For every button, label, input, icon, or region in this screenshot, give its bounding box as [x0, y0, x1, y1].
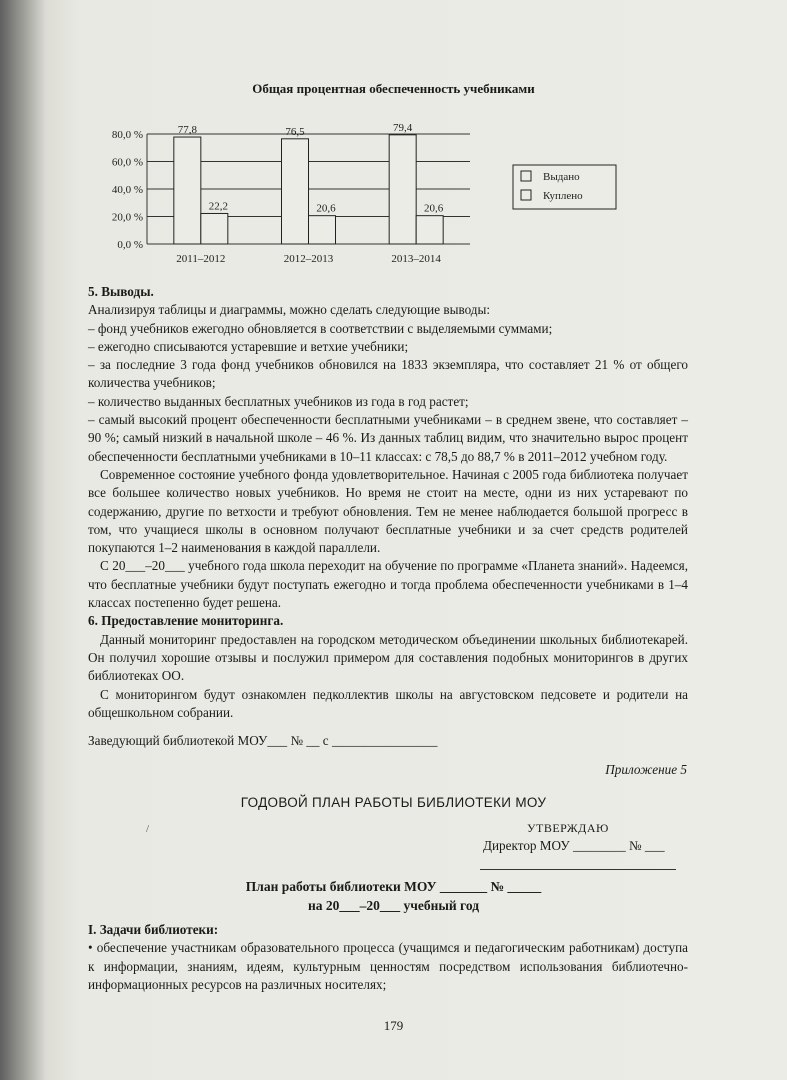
section5-line-7: Современное состояние учебного фонда удовлетворительное. Начиная с 2005 года библиотека получает все большее количество новых учебников. Но время не стоит на месте, одни из них устаревают по содержанию, другие по ветхости и требуют обновления. Тем не менее наблюдается большой прогресс в том, что учащиеся школы в основном получают бесплатные учебники и за счет средств родителей покупаются 1–2 наименования в каждой параллели.: [88, 466, 688, 556]
plan-subheading: на 20___–20___ учебный год: [307, 898, 480, 913]
data-label: 20,6: [316, 202, 336, 215]
section5-line-6: – самый высокий процент обеспеченности бесплатными учебниками – в среднем звене, что составляет – 90 %; самый низкий в начальной школе – 46 %. Из данных таблиц видим, что значительно вырос процент обеспеченности бесплатными учебниками в 10–11 классах: с 78,5 до 88,7 % в 2011–2012 учебном году.: [88, 412, 688, 464]
data-label: 20,6: [424, 202, 444, 215]
signature-underline: [480, 869, 676, 870]
conclusions-section: [88, 283, 688, 750]
section5-line-2: – фонд учебников ежегодно обновляется в соответствии с выделяемыми суммами;: [88, 320, 553, 336]
bar-bought: [416, 216, 443, 244]
bar-chart: [0, 0, 787, 280]
x-tick-label: 2013–2014: [391, 253, 441, 265]
data-label: 77,8: [177, 124, 197, 137]
appendix-label: Приложение 5: [605, 762, 687, 777]
section5-line-4: – за последние 3 года фонд учебников обновился на 1833 экземпляра, что составляет 21 % от общего количества учебников;: [88, 357, 688, 391]
bar-issued: [282, 139, 309, 244]
section5-line-8: С 20___–20___ учебного года школа переходит на обучение по программе «Планета знаний». Надеемся, что бесплатные учебники будут поступать ежегодно и тогда проблема обеспеченности учебниками в 1–4 классах постепенно будет решена.: [88, 558, 688, 611]
section5-heading: 5. Выводы.: [88, 284, 154, 299]
section6-line-2: С мониторингом будут ознакомлен педколлектив школы на августовском педсовете и родители на общешкольном собрании.: [88, 686, 688, 720]
approve-label: УТВЕРЖДАЮ: [527, 821, 609, 835]
page-number: 179: [383, 1018, 404, 1033]
y-tick-label: 20,0 %: [111, 211, 143, 224]
section5-line-5: – количество выданных бесплатных учебников из года в год растет;: [88, 393, 469, 409]
x-tick-label: 2011–2012: [176, 253, 226, 265]
data-label: 22,2: [208, 200, 228, 213]
section6-heading: 6. Предоставление мониторинга.: [88, 613, 284, 629]
x-tick-label: 2012–2013: [283, 253, 334, 265]
chart-title: Общая процентная обеспеченность учебниками: [252, 81, 535, 96]
bar-issued: [389, 135, 416, 244]
bar-bought: [309, 216, 336, 244]
plan-title: ГОДОВОЙ ПЛАН РАБОТЫ БИБЛИОТЕКИ МОУ: [240, 795, 547, 810]
data-label: 79,4: [393, 121, 413, 134]
y-tick-label: 0,0 %: [117, 239, 143, 251]
data-label: 76,5: [285, 125, 305, 138]
bar-issued: [174, 137, 201, 244]
signature-line: Заведующий библиотекой МОУ___ № __ с ________________: [88, 733, 438, 749]
section5-line-1: Анализируя таблицы и диаграммы, можно сделать следующие выводы:: [88, 302, 491, 318]
tasks-section: [88, 921, 688, 994]
legend-swatch: [521, 171, 531, 181]
tasks-text: • обеспечение участникам образовательного процесса (учащимся и педагогическим работникам) доступа к информации, знаниям, идеям, культурным ценностям посредством использования библиотечно-информационных ресурсов на различных носителях;: [88, 940, 688, 992]
section5-line-3: – ежегодно списываются устаревшие и ветхие учебники;: [88, 338, 409, 354]
y-tick-label: 80,0 %: [111, 129, 143, 141]
y-tick-label: 60,0 %: [111, 156, 143, 169]
section6-line-1: Данный мониторинг предоставлен на городском методическом объединении школьных библиотекарей. Он получил хорошие отзывы и послужил примером для составления подобных мониторингов в других библиотеках ОО.: [88, 631, 688, 684]
y-tick-label: 40,0 %: [111, 184, 143, 196]
legend-label: Куплено: [543, 190, 583, 202]
legend-swatch: [521, 190, 531, 200]
legend-label: Выдано: [543, 171, 580, 183]
director-line: Директор МОУ ________ № ___: [483, 838, 665, 853]
plan-heading: План работы библиотеки МОУ _______ № _____: [245, 879, 542, 894]
pen-mark: /: [146, 823, 150, 835]
bar-bought: [201, 213, 228, 244]
tasks-heading: I. Задачи библиотеки:: [88, 922, 219, 937]
